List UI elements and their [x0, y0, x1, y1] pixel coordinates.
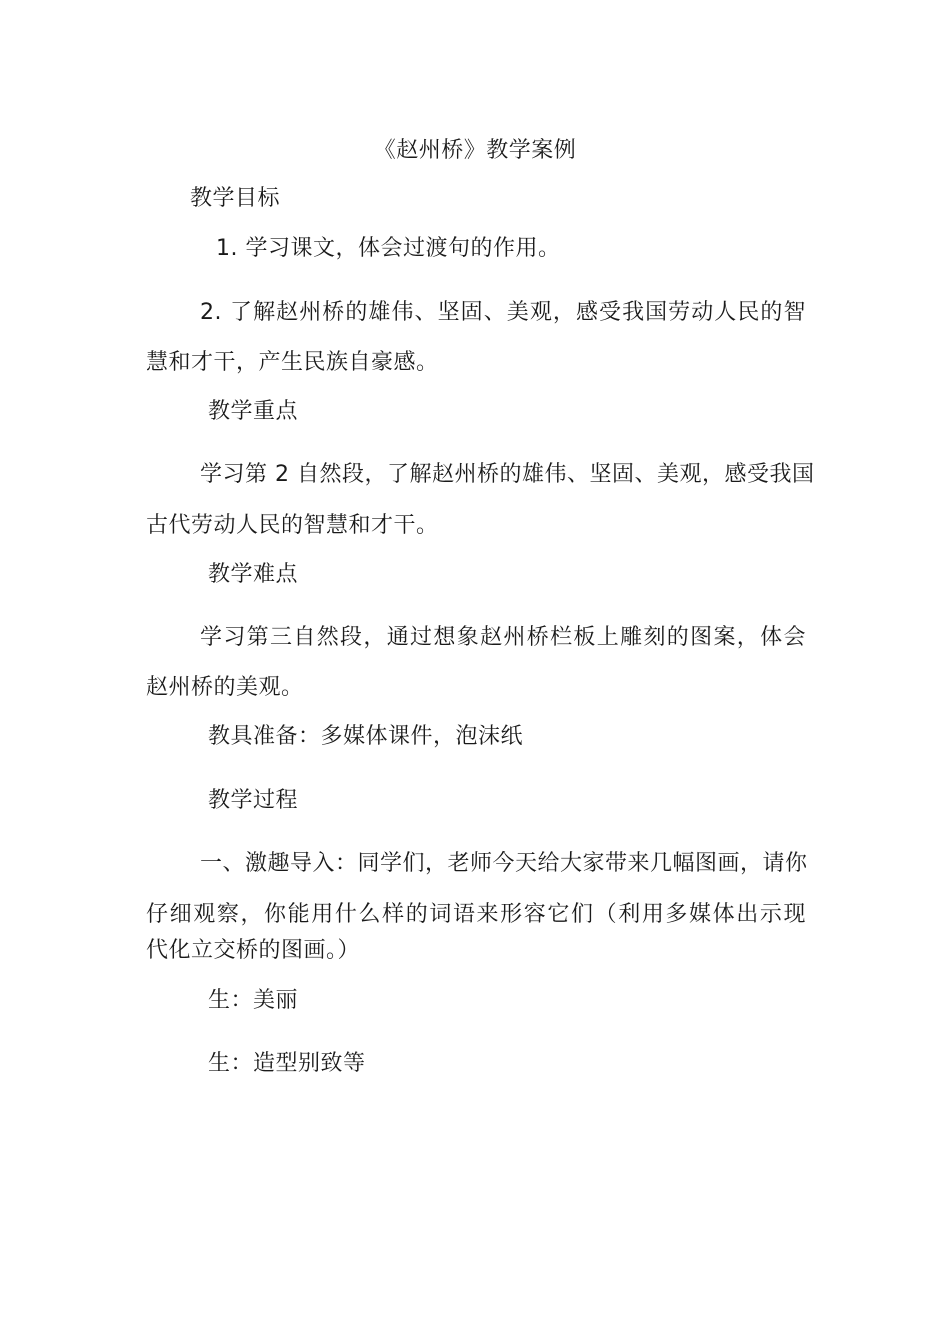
student-answer-2: 生：造型别致等 — [208, 1051, 366, 1076]
student-answer-1: 生：美丽 — [208, 988, 299, 1013]
key-heading: 教学重点 — [208, 399, 299, 424]
materials: 教具准备：多媒体课件，泡沫纸 — [208, 724, 524, 749]
goal-1: 1. 学习课文，体会过渡句的作用。 — [216, 236, 561, 261]
goal-2-line1: 2. 了解赵州桥的雄伟、坚固、美观，感受我国劳动人民的智 — [200, 300, 806, 325]
intro-line3: 代化立交桥的图画。） — [146, 938, 361, 963]
goals-heading: 教学目标 — [190, 186, 281, 211]
document-title: 《赵州桥》教学案例 — [373, 138, 577, 163]
intro-line2: 仔细观察，你能用什么样的词语来形容它们（利用多媒体出示现 — [146, 902, 806, 927]
intro-line1: 一、激趣导入：同学们，老师今天给大家带来几幅图画，请你 — [200, 851, 808, 876]
difficulty-line1: 学习第三自然段，通过想象赵州桥栏板上雕刻的图案，体会 — [200, 625, 806, 650]
key-line1: 学习第 2 自然段，了解赵州桥的雄伟、坚固、美观，感受我国 — [200, 462, 815, 487]
goal-2-line2: 慧和才干，产生民族自豪感。 — [146, 350, 439, 375]
difficulty-heading: 教学难点 — [208, 562, 299, 587]
process-heading: 教学过程 — [208, 788, 299, 813]
difficulty-line2: 赵州桥的美观。 — [146, 675, 304, 700]
key-line2: 古代劳动人民的智慧和才干。 — [146, 513, 439, 538]
